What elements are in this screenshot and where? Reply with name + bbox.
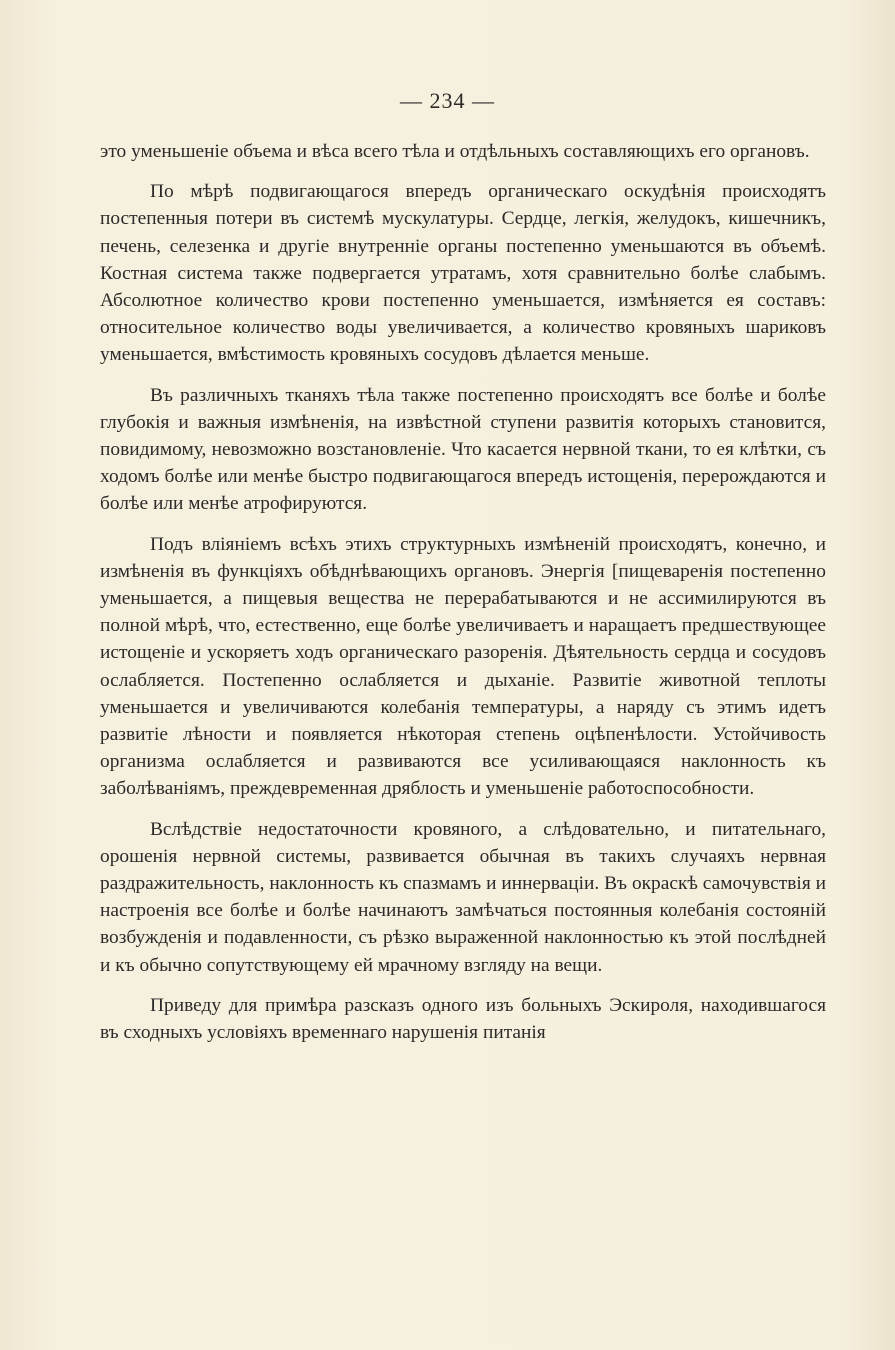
page-number: — 234 —: [400, 88, 495, 113]
paragraph: Подъ вліяніемъ всѣхъ этихъ структурныхъ измѣненій происходятъ, конечно, и измѣненія въ функціяхъ обѣднѣвающихъ органовъ. Энергія [пищеваренія постепенно уменьшается, а пищевыя вещества не перерабатываются и не ассимилируются въ полной мѣрѣ, что, естественно, еще болѣе увеличиваетъ и наращаетъ предшествующее истощеніе и ускоряетъ ходъ органическаго разоренія. Дѣятельность сердца и сосудовъ ослабляется. Постепенно ослабляется и дыханіе. Развитіе животной теплоты уменьшается и увеличиваются колебанія температуры, а наряду съ этимъ идетъ развитіе лѣности и появляется нѣкоторая степень оцѣпенѣлости. Устойчивость организма ослабляется и развиваются все усиливающаяся наклонность къ заболѣваніямъ, преждевременная дряблость и уменьшеніе работоспособности.: [100, 533, 826, 800]
paragraph: По мѣрѣ подвигающагося впередъ органическаго оскудѣнія происходятъ постепенныя потери въ системѣ мускулатуры. Сердце, легкія, желудокъ, кишечникъ, печень, селезенка и другіе внутренніе органы постепенно уменьшаются въ объемѣ. Костная система также подвергается утратамъ, хотя сравнительно болѣе слабымъ. Абсолютное количество крови постепенно уменьшается, измѣняется ея составъ: относительное количество воды увеличивается, а количество кровяныхъ шариковъ уменьшается, вмѣстимость кровяныхъ сосудовъ дѣлается меньше.: [100, 181, 826, 366]
paragraph: Въ различныхъ тканяхъ тѣла также постепенно происходятъ все болѣе и болѣе глубокія и важныя измѣненія, на извѣстной ступени развитія которыхъ становится, повидимому, невозможно возстановленіе. Что касается нервной ткани, то ея клѣтки, съ ходомъ болѣе или менѣе быстро подвигающагося впередъ истощенія, перерождаются и болѣе или менѣе атрофируются.: [100, 384, 826, 515]
paragraph-continued: это уменьшеніе объема и вѣса всего тѣла и отдѣльныхъ составляющихъ его органовъ.: [100, 141, 810, 162]
paragraph: Вслѣдствіе недостаточности кровяного, а слѣдовательно, и питательнаго, орошенія нервной системы, развивается обычная въ такихъ случаяхъ нервная раздражительность, наклонность къ спазмамъ и иннерваціи. Въ окраскѣ самочувствія и настроенія все болѣе и болѣе начинаютъ замѣчаться постоянныя колебанія состояній возбужденія и подавленности, съ рѣзко выраженной наклонностью къ этой послѣдней и къ обычно сопутствующему ей мрачному взгляду на вещи.: [100, 818, 826, 976]
paragraph: Приведу для примѣра разсказъ одного изъ больныхъ Эскироля, находившагося въ сходныхъ условіяхъ временнаго нарушенія питанія: [100, 994, 826, 1044]
body-text: [100, 138, 826, 1059]
